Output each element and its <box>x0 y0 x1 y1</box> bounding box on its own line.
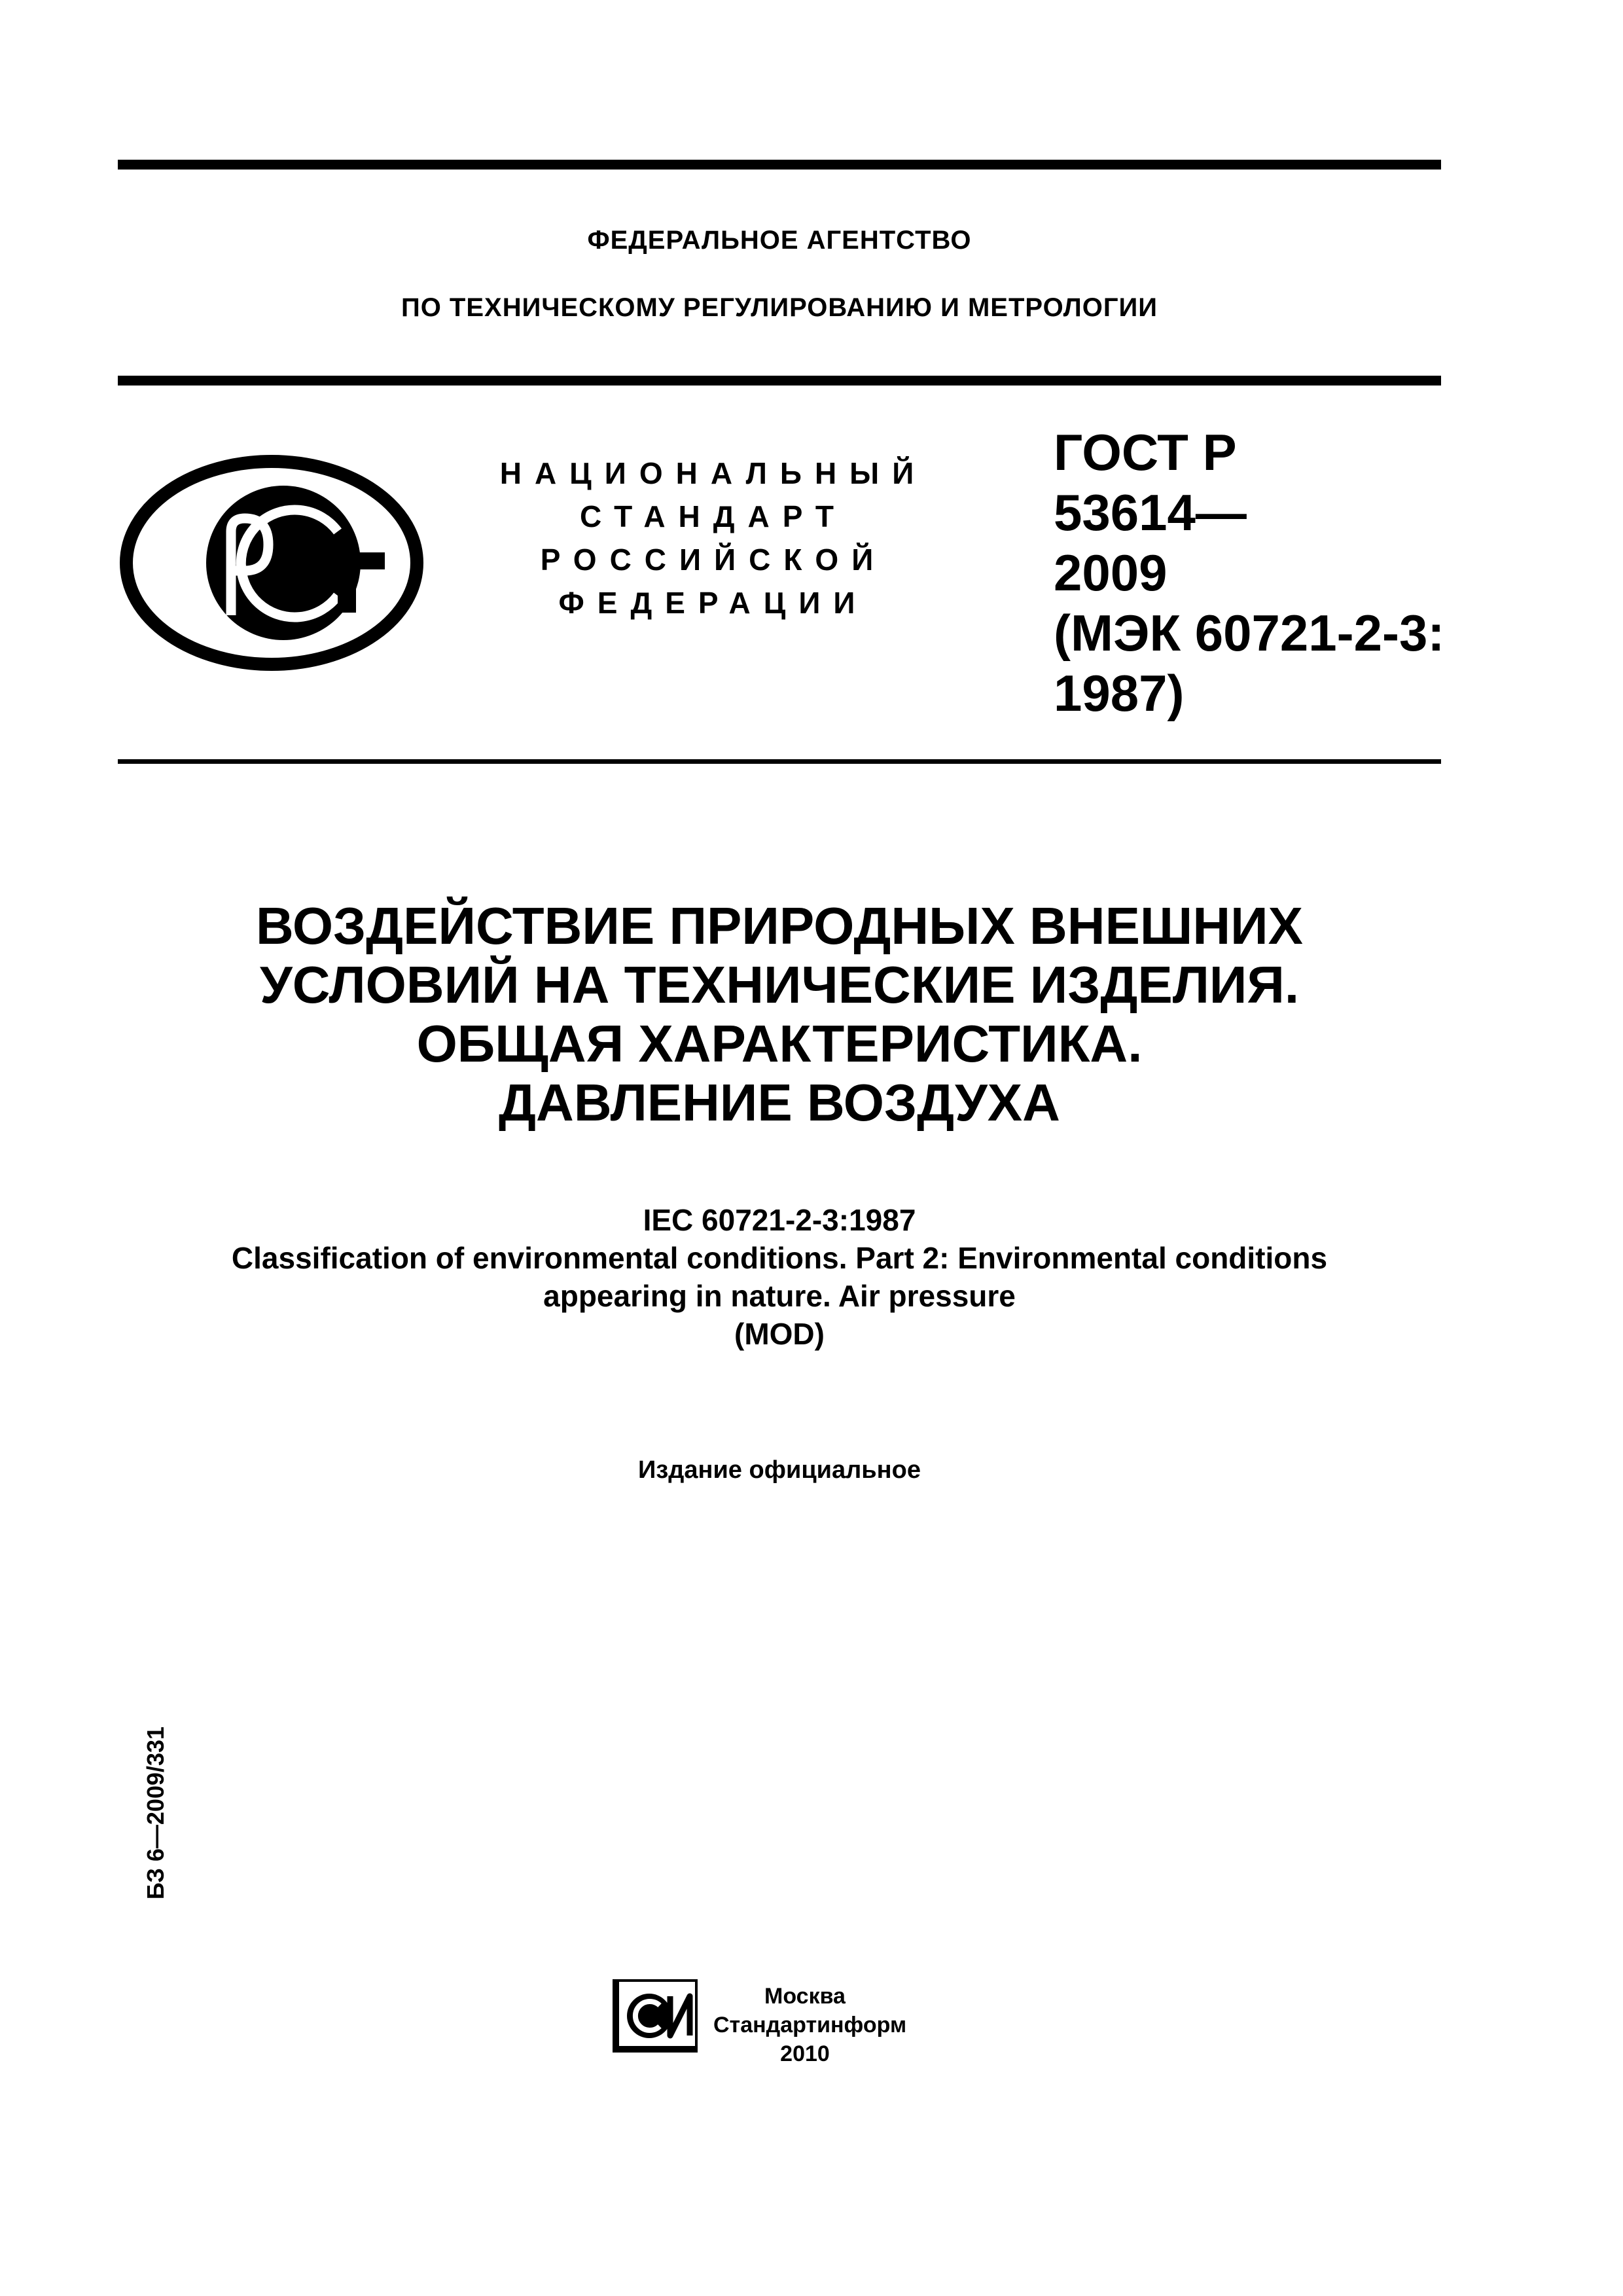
standard-designation <box>1054 422 1446 723</box>
iec-title-line-1: Classification of environmental conditions. Part 2: Environmental conditions <box>231 1241 1328 1275</box>
title-line-2: УСЛОВИЙ НА ТЕХНИЧЕСКИЕ ИЗДЕЛИЯ. <box>259 956 1300 1014</box>
designation-line-2: 53614— <box>1054 484 1247 541</box>
agency-rule <box>118 376 1441 386</box>
side-catalog-code: БЗ 6—2009/331 <box>142 1726 169 1900</box>
iec-reference <box>118 1201 1441 1353</box>
designation-line-5: 1987) <box>1054 664 1185 722</box>
publisher-name: Стандартинформ <box>713 2013 907 2037</box>
publisher-imprint <box>713 1982 907 2068</box>
national-standard-line-3: РОССИЙСКОЙ <box>540 543 887 577</box>
iec-number: IEC 60721-2-3:1987 <box>643 1203 916 1237</box>
designation-line-4: (МЭК 60721-2-3: <box>1054 604 1445 662</box>
national-standard-line-2: СТАНДАРТ <box>580 499 847 533</box>
agency-name-line-1: ФЕДЕРАЛЬНОЕ АГЕНТСТВО <box>587 226 972 255</box>
iec-title-line-2: appearing in nature. Air pressure <box>543 1279 1016 1313</box>
title-line-3: ОБЩАЯ ХАРАКТЕРИСТИКА. <box>416 1014 1143 1073</box>
publisher-city: Москва <box>764 1984 846 2009</box>
header-bottom-rule <box>118 759 1441 764</box>
agency-name-line-2: ПО ТЕХНИЧЕСКОМУ РЕГУЛИРОВАНИЮ И МЕТРОЛОГИИ <box>401 293 1158 322</box>
designation-line-3: 2009 <box>1054 544 1168 601</box>
iec-modification: (MOD) <box>734 1317 825 1351</box>
document-title <box>118 897 1441 1132</box>
national-standard-line-4: ФЕДЕРАЦИИ <box>558 586 868 620</box>
title-line-4: ДАВЛЕНИЕ ВОЗДУХА <box>499 1073 1060 1132</box>
top-rule <box>118 160 1441 170</box>
title-line-1: ВОЗДЕЙСТВИЕ ПРИРОДНЫХ ВНЕШНИХ <box>256 897 1303 955</box>
edition-label: Издание официальное <box>638 1456 921 1484</box>
designation-line-1: ГОСТ Р <box>1054 423 1237 481</box>
rst-certification-emblem-icon <box>116 452 427 674</box>
national-standard-line-1: НАЦИОНАЛЬНЫЙ <box>499 456 927 490</box>
publisher-year: 2010 <box>780 2041 830 2066</box>
standartinform-logo-icon <box>610 1977 700 2055</box>
national-standard-label <box>484 452 942 624</box>
